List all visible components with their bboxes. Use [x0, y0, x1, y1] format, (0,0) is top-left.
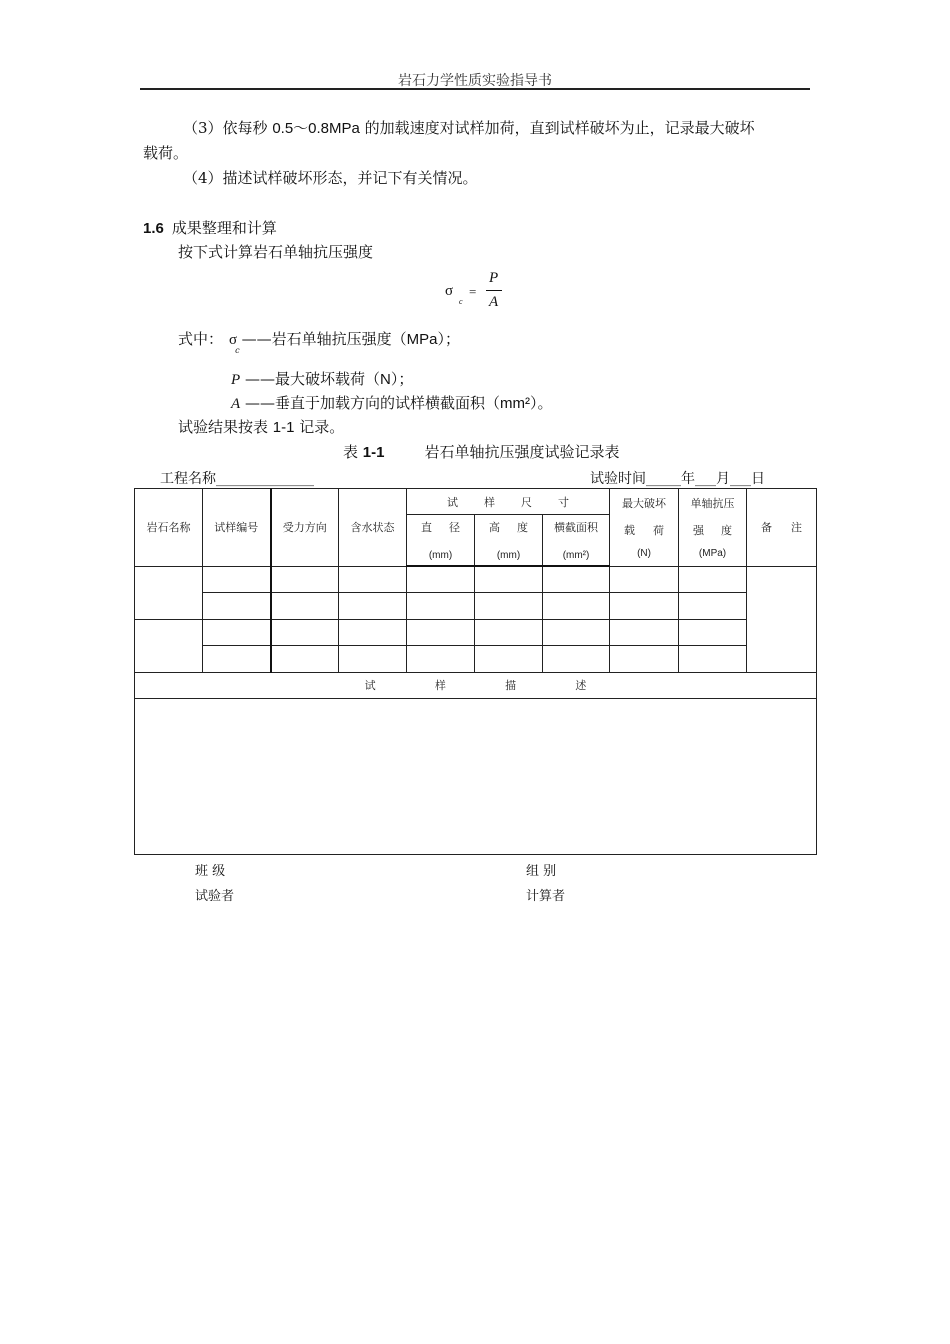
- data-cell[interactable]: [610, 619, 679, 645]
- project-name-blank: ______________: [216, 471, 314, 487]
- definition-prefix: 式中：: [178, 330, 224, 348]
- data-cell[interactable]: [679, 645, 747, 672]
- test-time-year: 年: [681, 471, 695, 487]
- test-time-blank-day: ___: [730, 471, 751, 487]
- formula-intro: 按下式计算岩石单轴抗压强度: [178, 243, 374, 261]
- data-cell[interactable]: [203, 619, 271, 645]
- formula-sigma-subscript: c: [459, 297, 463, 306]
- class-label: 班 级: [195, 864, 226, 879]
- definition-a-text-b: ）。: [529, 394, 553, 412]
- max-load-top: 最大破坏: [622, 497, 667, 511]
- table-row: [135, 592, 817, 619]
- data-cell[interactable]: [679, 619, 747, 645]
- definition-p: [231, 368, 413, 391]
- table-caption-number: 1-1: [362, 444, 385, 461]
- table-caption-prefix: 表: [343, 443, 363, 461]
- definition-sigma-text-a: ——岩石单轴抗压强度（: [241, 330, 407, 348]
- definition-sigma-symbol: σ: [229, 332, 238, 348]
- step-3-text-b: 的加载速度对试样加荷，直到试样破坏为止，记录最大破坏: [359, 119, 755, 137]
- data-cell[interactable]: [679, 592, 747, 619]
- header-sample-size-group: [407, 489, 610, 515]
- diameter-char-1: 直: [421, 521, 432, 534]
- data-cell[interactable]: [475, 645, 543, 672]
- fraction-bar: [486, 290, 502, 291]
- definition-p-text-a: ——最大破坏载荷（: [244, 370, 380, 388]
- table-caption-title: 岩石单轴抗压强度试验记录表: [424, 443, 620, 461]
- data-cell[interactable]: [543, 645, 610, 672]
- record-note-ref: 1-1: [272, 419, 295, 436]
- definition-a-symbol: A: [231, 396, 241, 412]
- data-cell[interactable]: [610, 592, 679, 619]
- data-cell[interactable]: [543, 619, 610, 645]
- step-3-rate: 0.5～0.8MPa: [272, 120, 360, 137]
- definition-p-symbol: P: [231, 372, 241, 388]
- definition-a-text-a: ——垂直于加载方向的试样横截面积（: [244, 394, 500, 412]
- definition-sigma-unit: MPa: [406, 331, 438, 348]
- test-time-field: [590, 468, 765, 488]
- data-cell[interactable]: [203, 566, 271, 592]
- record-note: [178, 416, 344, 439]
- height-unit: (mm): [496, 550, 521, 561]
- section-number: 1.6: [143, 220, 164, 237]
- data-cell[interactable]: [543, 566, 610, 592]
- header-area: [543, 515, 610, 567]
- table-row: [135, 645, 817, 672]
- definition-p-text-b: ）；: [390, 370, 414, 388]
- section-title: 成果整理和计算: [171, 219, 277, 237]
- data-cell[interactable]: [203, 645, 271, 672]
- data-cell[interactable]: [339, 566, 407, 592]
- description-char-3: 描: [505, 679, 517, 692]
- step-3-line-1: [183, 117, 755, 140]
- definition-a: [231, 392, 552, 415]
- remarks-char-2: 注: [791, 521, 803, 535]
- data-cell[interactable]: [475, 566, 543, 592]
- definition-p-unit: N: [379, 371, 391, 388]
- data-cell[interactable]: [475, 619, 543, 645]
- data-cell[interactable]: [203, 592, 271, 619]
- remarks-char-1: 备: [761, 521, 773, 535]
- formula-sigma: σ: [445, 283, 454, 299]
- definition-sigma-subscript: c: [235, 346, 240, 355]
- test-time-month: 月: [716, 471, 730, 487]
- data-cell[interactable]: [475, 592, 543, 619]
- size-group-char-1: 试: [447, 495, 458, 509]
- diameter-char-2: 径: [449, 521, 460, 534]
- project-name-label: 工程名称: [160, 471, 216, 487]
- strength-top: 单轴抗压: [690, 497, 735, 511]
- definition-sigma: [178, 328, 460, 353]
- tester-label: 试验者: [195, 889, 235, 904]
- description-char-1: 试: [364, 679, 376, 692]
- data-cell[interactable]: [407, 566, 475, 592]
- data-cell[interactable]: [339, 619, 407, 645]
- data-cell[interactable]: [610, 645, 679, 672]
- definition-a-unit: mm²: [499, 395, 530, 412]
- group-label: 组 别: [526, 864, 557, 879]
- test-time-blank-month: ___: [695, 471, 716, 487]
- header-sample-no: [203, 489, 271, 567]
- area-text: 横截面积: [554, 521, 599, 534]
- size-group-char-2: 样: [484, 495, 495, 509]
- max-load-unit: (N): [637, 548, 651, 560]
- description-header: [135, 672, 817, 698]
- header-rule: [140, 88, 810, 90]
- header-diameter: [407, 515, 475, 567]
- size-group-char-4: 寸: [558, 495, 569, 509]
- rock-name-cell[interactable]: [135, 619, 203, 672]
- header-water-state: [339, 489, 407, 567]
- height-char-2: 度: [517, 521, 528, 534]
- record-note-a: 试验结果按表: [178, 418, 273, 436]
- height-char-1: 高: [489, 521, 500, 534]
- header-height: [475, 515, 543, 567]
- max-load-char-1: 载: [624, 523, 636, 537]
- test-time-day: 日: [751, 471, 765, 487]
- header-load-direction: [271, 489, 339, 567]
- project-name-field: [160, 468, 314, 488]
- running-header: 岩石力学性质实验指导书: [398, 73, 552, 89]
- test-time-label: 试验时间: [590, 471, 646, 487]
- step-3-text-a: （3）依每秒: [183, 119, 273, 137]
- description-char-2: 样: [434, 679, 446, 692]
- data-cell[interactable]: [271, 566, 339, 592]
- table-caption: [343, 441, 619, 464]
- strength-char-2: 度: [721, 523, 733, 537]
- record-note-b: 记录。: [294, 418, 345, 436]
- data-cell[interactable]: [271, 645, 339, 672]
- header-load-direction-text: 受力方向: [282, 521, 327, 535]
- step-4: （4）描述试样破坏形态，并记下有关情况。: [183, 169, 478, 187]
- data-cell[interactable]: [407, 619, 475, 645]
- step-3-line-2: 载荷。: [143, 144, 189, 162]
- calculator-label: 计算者: [526, 889, 566, 904]
- table-row: [135, 566, 817, 592]
- data-cell[interactable]: [271, 619, 339, 645]
- size-group-char-3: 尺: [521, 495, 532, 509]
- data-cell[interactable]: [339, 592, 407, 619]
- diameter-unit: (mm): [428, 550, 453, 561]
- definition-sigma-text-b: ）；: [437, 330, 460, 348]
- strength-formula: [445, 270, 515, 316]
- data-cell[interactable]: [271, 592, 339, 619]
- data-cell[interactable]: [339, 645, 407, 672]
- header-strength: [679, 489, 747, 567]
- strength-char-1: 强: [693, 523, 705, 537]
- section-heading: [143, 217, 277, 238]
- formula-numerator: P: [489, 270, 499, 286]
- data-cell[interactable]: [610, 566, 679, 592]
- data-cell[interactable]: [407, 592, 475, 619]
- header-remarks: [747, 489, 817, 567]
- description-char-4: 述: [575, 679, 587, 692]
- description-header-row: [135, 672, 817, 698]
- test-time-blank-year: _____: [646, 471, 681, 487]
- rock-name-cell[interactable]: [135, 566, 203, 619]
- header-rock-name-text: 岩石名称: [146, 521, 191, 535]
- header-max-load: [610, 489, 679, 567]
- strength-unit: (MPa): [698, 548, 727, 560]
- formula-denominator: A: [489, 294, 499, 310]
- remarks-cell[interactable]: [747, 566, 817, 672]
- data-cell[interactable]: [407, 645, 475, 672]
- header-water-state-text: 含水状态: [350, 521, 395, 535]
- formula-equals: =: [469, 284, 477, 299]
- data-cell[interactable]: [679, 566, 747, 592]
- table-row: [135, 619, 817, 645]
- record-table: [134, 488, 817, 855]
- description-area[interactable]: [135, 698, 817, 854]
- max-load-char-2: 荷: [653, 523, 665, 537]
- header-sample-no-text: 试样编号: [214, 521, 259, 535]
- header-rock-name: [135, 489, 203, 567]
- data-cell[interactable]: [543, 592, 610, 619]
- area-unit: (mm²): [562, 550, 590, 561]
